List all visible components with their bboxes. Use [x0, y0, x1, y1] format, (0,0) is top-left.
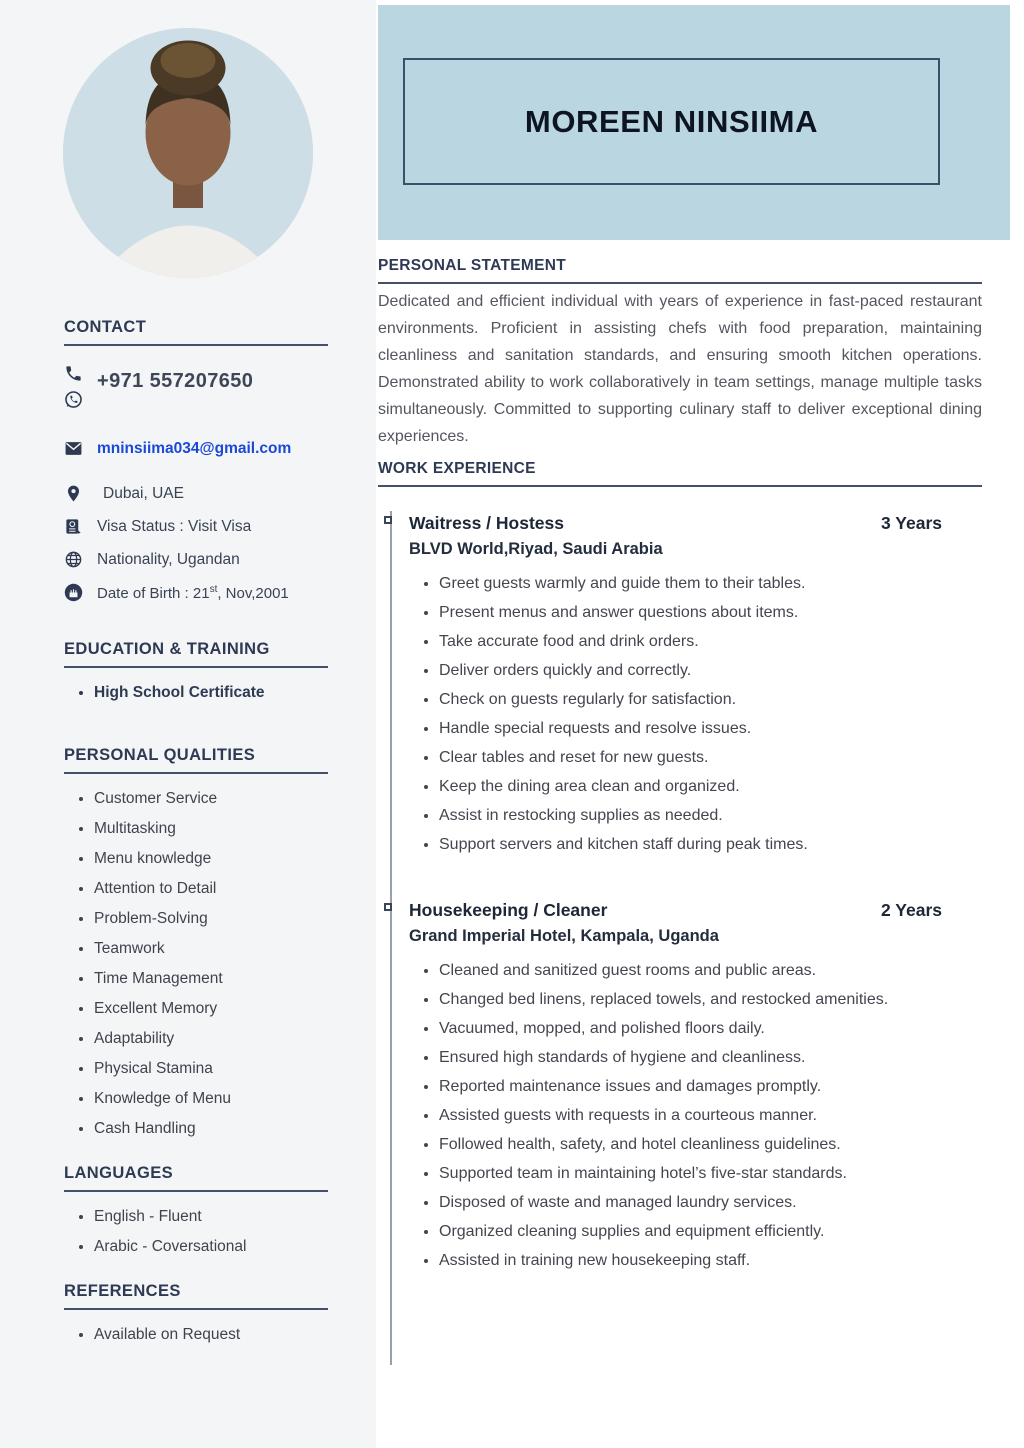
list-item: • Support servers and kitchen staff during peak times.: [439, 836, 982, 854]
sidebar: [0, 0, 376, 1448]
visa-icon: [64, 517, 83, 536]
profile-photo: [63, 28, 313, 278]
candidate-name: MOREEN NINSIIMA: [524, 103, 819, 139]
list-item: • Knowledge of Menu: [94, 1090, 350, 1108]
list-item: • Arabic - Coversational: [94, 1238, 350, 1256]
list-item: • Assisted guests with requests in a courteous manner.: [439, 1107, 982, 1125]
list-item: • Menu knowledge: [94, 850, 350, 868]
profile-photo-illustration: [63, 28, 313, 278]
list-item: • High School Certificate: [94, 684, 350, 702]
contact-section: [64, 318, 350, 602]
job-header: [409, 513, 982, 534]
section-rule: [64, 344, 328, 346]
nationality-text: Nationality, Ugandan: [97, 550, 240, 568]
globe-icon: [64, 550, 83, 569]
sidebar-content: [0, 318, 376, 1344]
list-item: • Cleaned and sanitized guest rooms and public areas.: [439, 962, 982, 980]
job-entry: [409, 513, 982, 854]
list-item: • Clear tables and reset for new guests.: [439, 749, 982, 767]
job-entry: [409, 900, 982, 1270]
phone-row: [64, 364, 350, 409]
main-column: [376, 0, 1024, 1448]
list-item: • Attention to Detail: [94, 880, 350, 898]
job-duration: 2 Years: [881, 900, 942, 920]
references-list: [64, 1326, 350, 1344]
contact-heading: CONTACT: [64, 318, 147, 336]
dob-ordinal: st: [209, 583, 218, 595]
work-experience-section: [378, 460, 1010, 1365]
list-item: • Physical Stamina: [94, 1060, 350, 1078]
timeline-marker: [384, 516, 392, 524]
list-item: • Vacuumed, mopped, and polished floors daily.: [439, 1020, 982, 1038]
references-section: [64, 1282, 350, 1344]
whatsapp-icon: [64, 390, 83, 409]
languages-list: [64, 1208, 350, 1256]
qualities-section: [64, 746, 350, 1138]
job-duration: 3 Years: [881, 513, 942, 533]
experience-timeline: [390, 511, 982, 1365]
email-row: [64, 439, 350, 458]
list-item: • English - Fluent: [94, 1208, 350, 1226]
list-item: • Changed bed linens, replaced towels, and restocked amenities.: [439, 991, 982, 1009]
section-rule: [64, 1308, 328, 1310]
envelope-icon: [64, 439, 83, 458]
location-pin-icon: [64, 484, 83, 503]
job-title: Waitress / Hostess: [409, 513, 564, 533]
list-item: • Customer Service: [94, 790, 350, 808]
timeline-marker: [384, 903, 392, 911]
location-row: [64, 484, 350, 503]
list-item: • Followed health, safety, and hotel cleanliness guidelines.: [439, 1136, 982, 1154]
list-item: • Teamwork: [94, 940, 350, 958]
phone-number: +971 557207650: [97, 370, 254, 392]
name-box: [403, 58, 940, 185]
phone-icon: [64, 364, 83, 383]
list-item: • Handle special requests and resolve issues.: [439, 720, 982, 738]
email-link[interactable]: mninsiima034@gmail.com: [97, 439, 292, 457]
job-header: [409, 900, 982, 921]
list-item: • Assisted in training new housekeeping staff.: [439, 1252, 982, 1270]
references-heading: REFERENCES: [64, 1282, 181, 1300]
list-item: • Multitasking: [94, 820, 350, 838]
list-item: • Deliver orders quickly and correctly.: [439, 662, 982, 680]
list-item: • Time Management: [94, 970, 350, 988]
education-section: [64, 640, 350, 702]
location-text: Dubai, UAE: [103, 484, 184, 502]
job-bullet-list: [409, 962, 982, 1270]
list-item: • Adaptability: [94, 1030, 350, 1048]
section-rule: [64, 1190, 328, 1192]
list-item: • Take accurate food and drink orders.: [439, 633, 982, 651]
list-item: • Cash Handling: [94, 1120, 350, 1138]
job-bullet-list: [409, 575, 982, 854]
section-rule: [64, 666, 328, 668]
phone-icon-stack: [64, 364, 83, 409]
list-item: • Disposed of waste and managed laundry services.: [439, 1194, 982, 1212]
list-item: • Assist in restocking supplies as needed.: [439, 807, 982, 825]
personal-statement-text: Dedicated and efficient individual with years of experience in fast-paced restaurant environments. Proficient in assisting chefs with food preparation, maintaining cleanliness and sanitation standards, and ensuring smooth kitchen operations. Demonstrated ability to work collaboratively in team settings, manage multiple tasks simultaneously. Committed to supporting culinary staff to deliver exceptional dining experiences.: [378, 293, 982, 445]
job-company: BLVD World,Riyad, Saudi Arabia: [409, 540, 663, 558]
list-item: • Available on Request: [94, 1326, 350, 1344]
education-list: [64, 684, 350, 702]
education-heading: EDUCATION & TRAINING: [64, 640, 270, 658]
nationality-row: [64, 550, 350, 569]
visa-row: [64, 517, 350, 536]
list-item: • Excellent Memory: [94, 1000, 350, 1018]
personal-statement-section: [378, 257, 1010, 450]
section-rule: [378, 485, 982, 487]
header-band: [378, 5, 1010, 240]
list-item: • Organized cleaning supplies and equipment efficiently.: [439, 1223, 982, 1241]
list-item: • Present menus and answer questions about items.: [439, 604, 982, 622]
visa-status-text: Visa Status : Visit Visa: [97, 517, 252, 535]
dob-row: [64, 583, 350, 602]
languages-section: [64, 1164, 350, 1256]
list-item: • Supported team in maintaining hotel’s five-star standards.: [439, 1165, 982, 1183]
list-item: • Ensured high standards of hygiene and cleanliness.: [439, 1049, 982, 1067]
work-experience-heading: WORK EXPERIENCE: [378, 460, 536, 477]
list-item: • Reported maintenance issues and damages promptly.: [439, 1078, 982, 1096]
qualities-heading: PERSONAL QUALITIES: [64, 746, 256, 764]
personal-statement-heading: PERSONAL STATEMENT: [378, 257, 566, 274]
dob-text: Date of Birth : 21st, Nov,2001: [97, 583, 289, 602]
list-item: • Check on guests regularly for satisfaction.: [439, 691, 982, 709]
job-company: Grand Imperial Hotel, Kampala, Uganda: [409, 927, 719, 945]
birthday-icon: [64, 583, 83, 602]
languages-heading: LANGUAGES: [64, 1164, 174, 1182]
list-item: • Greet guests warmly and guide them to their tables.: [439, 575, 982, 593]
section-rule: [64, 772, 328, 774]
list-item: • Problem-Solving: [94, 910, 350, 928]
job-title: Housekeeping / Cleaner: [409, 900, 608, 920]
qualities-list: [64, 790, 350, 1138]
list-item: • Keep the dining area clean and organized.: [439, 778, 982, 796]
section-rule: [378, 282, 982, 284]
